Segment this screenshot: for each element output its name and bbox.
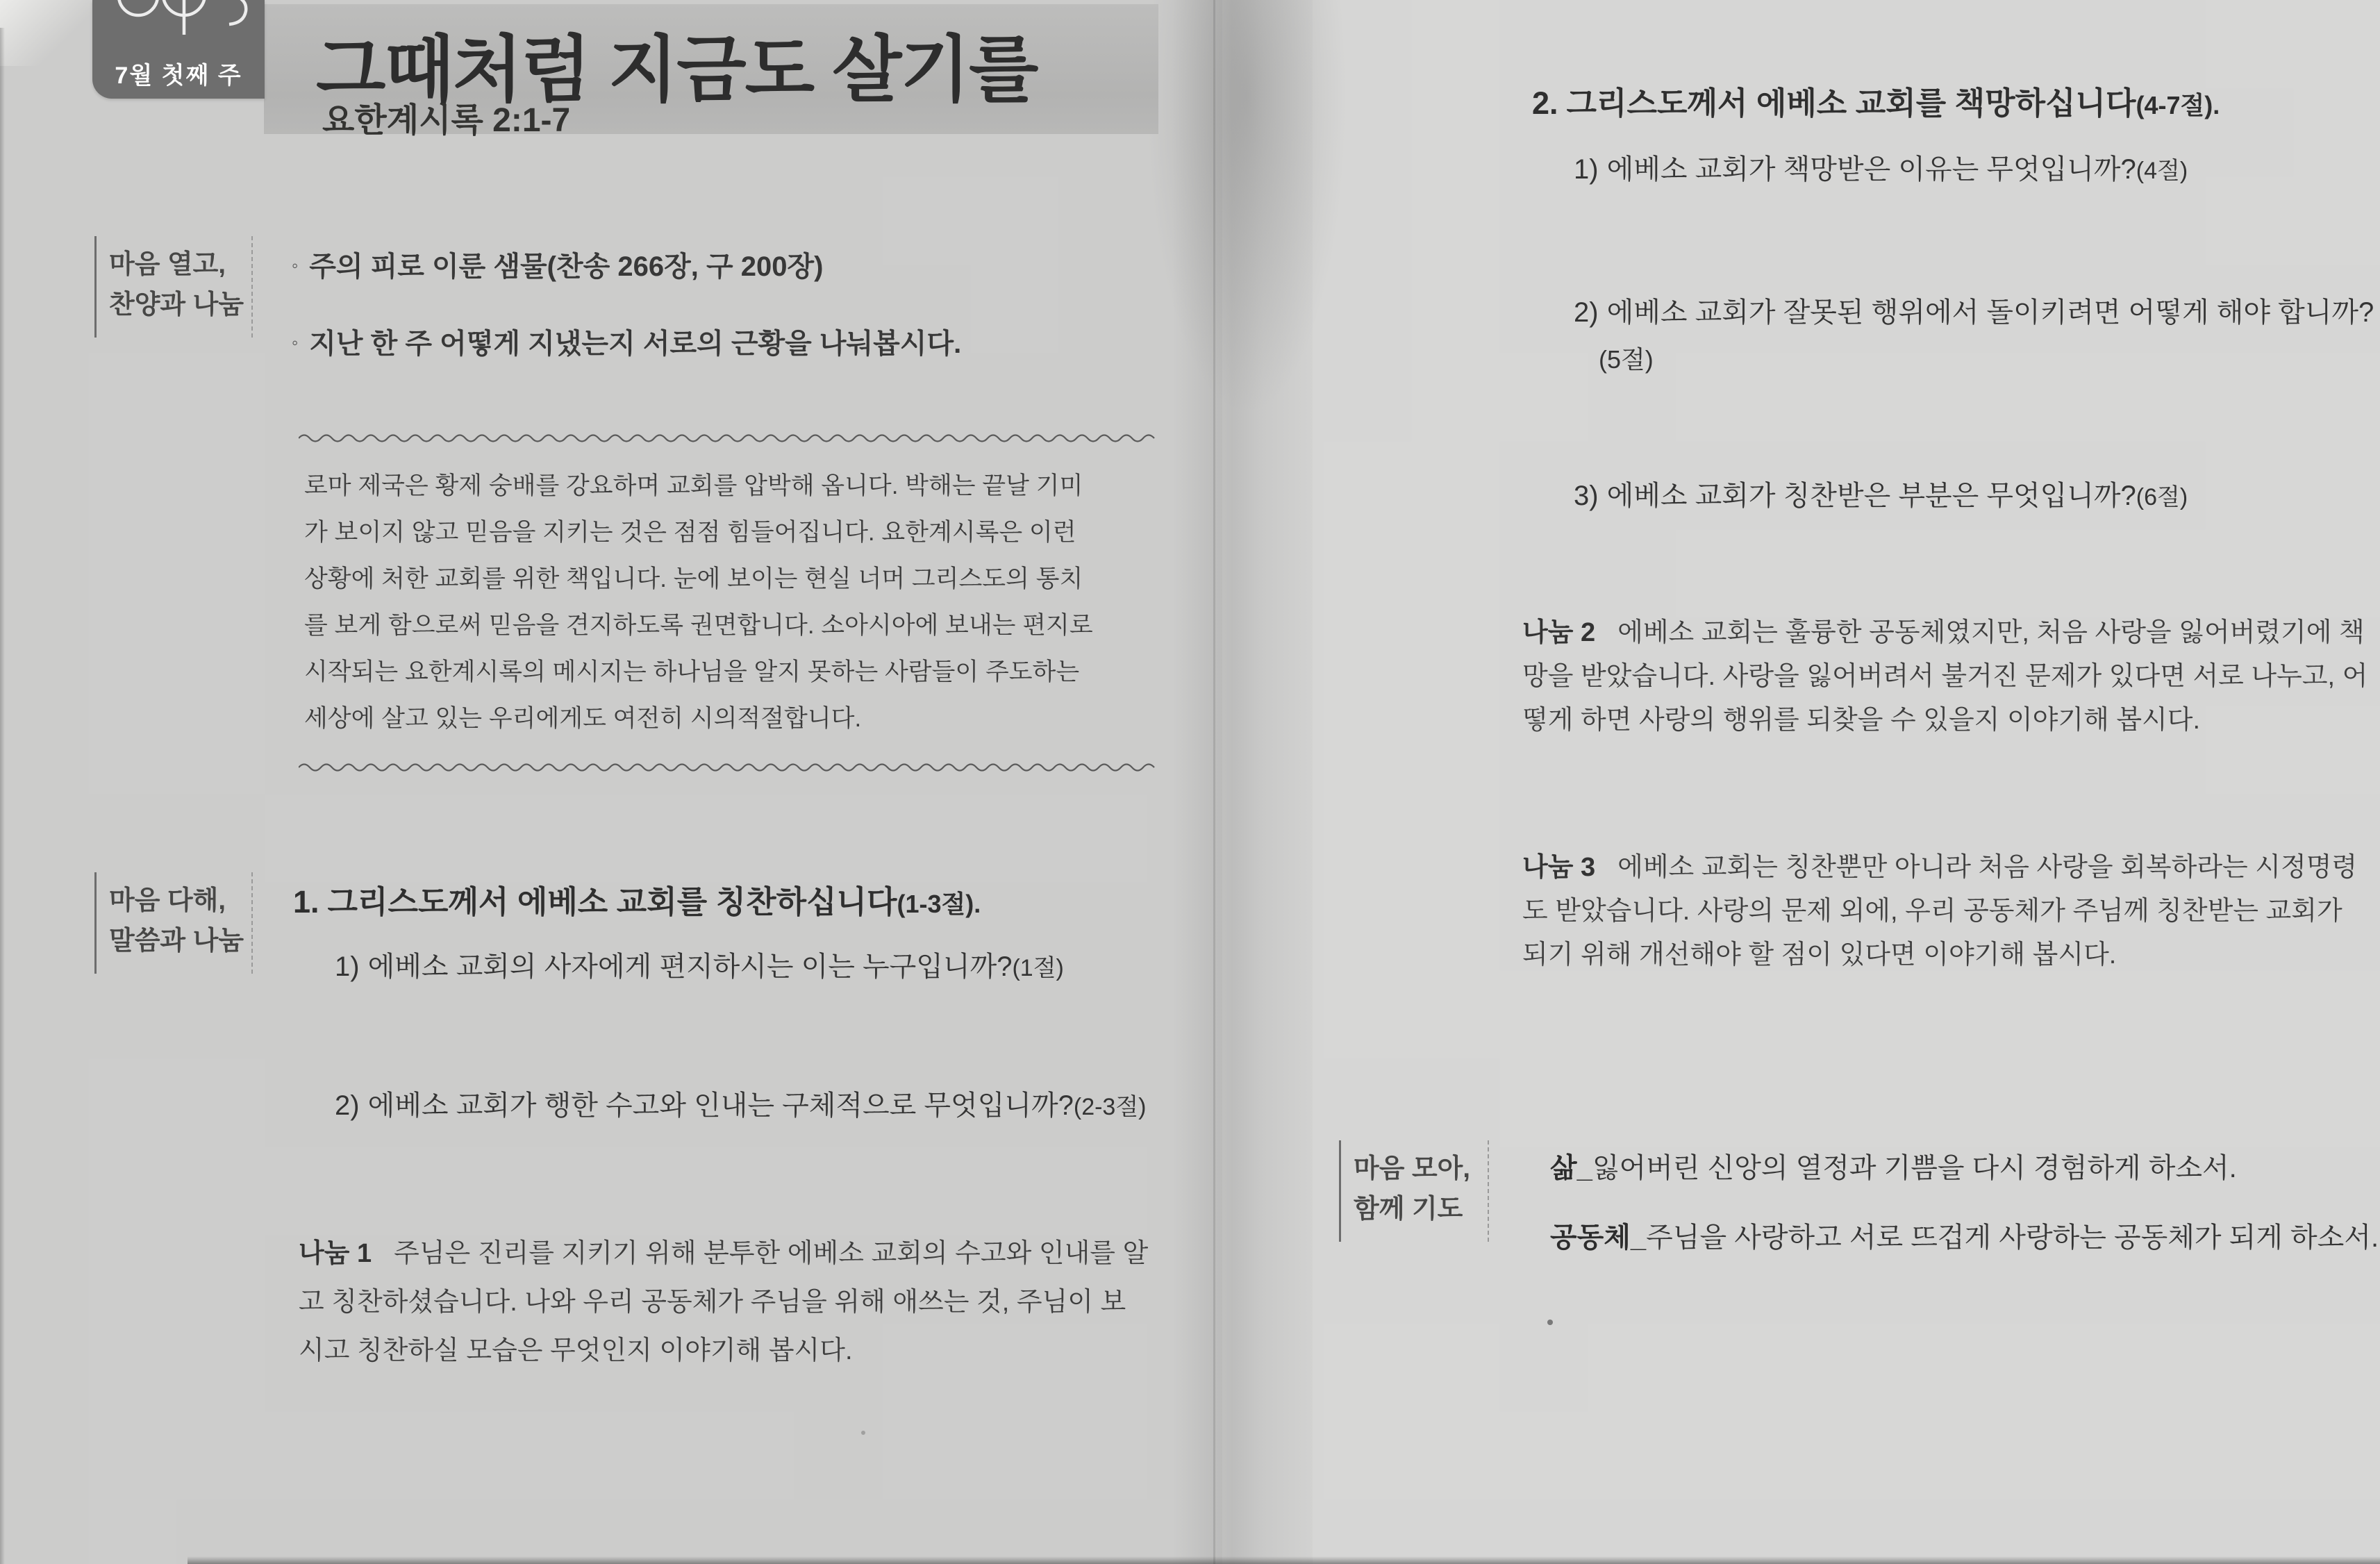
paper-left-edge [0, 28, 5, 1564]
bullet-icon: ◦ [292, 332, 299, 353]
prayer-life-label: 삶_ [1550, 1153, 1592, 1183]
share-note-label: 나눔 3 [1522, 853, 1596, 882]
part2-question-2 [1574, 290, 2374, 330]
question-verse-ref: (2-3절) [1073, 1094, 1147, 1120]
prayer-life-text: 잃어버린 신앙의 열정과 기쁨을 다시 경험하게 하소서. [1592, 1153, 2237, 1183]
share-note-text: 에베소 교회는 훌륭한 공동체였지만, 처음 사랑을 잃어버렸기에 책 [1617, 618, 2365, 647]
section-label-prayer [1339, 1140, 1489, 1242]
prayer-community-line [1550, 1215, 2379, 1255]
scripture-reference: 요한계시록 2:1-7 [322, 102, 571, 139]
opening-bullet-1-text: 주의 피로 이룬 샘물(찬송 266장, 구 200장) [309, 251, 824, 282]
scan-corner-highlight [0, 0, 104, 66]
question-number: 1) [1574, 154, 1599, 185]
right-page-shading [1313, 0, 2380, 1564]
section-label-word [94, 872, 253, 974]
part2-question-2-verse-ref: (5절) [1599, 345, 1654, 374]
prayer-life-line [1550, 1146, 2237, 1186]
share-note-line: 되기 위해 개선해야 할 점이 있다면 이야기해 봅시다. [1522, 940, 2117, 970]
question-number: 3) [1574, 481, 1599, 511]
opening-bullet-1 [292, 244, 823, 284]
gutter-crease-line [1213, 0, 1215, 1564]
share-note-line: 망을 받았습니다. 사랑을 잃어버려서 불거진 문제가 있다면 서로 나누고, 어 [1522, 662, 2368, 691]
wavy-divider-bottom [299, 761, 1156, 772]
intro-paragraph [304, 463, 1186, 742]
section-label-line: 함께 기도 [1354, 1195, 1463, 1224]
badge-logo-icon [112, 0, 251, 40]
share-note-line [299, 1229, 1148, 1278]
question-text: 에베소 교회가 칭찬받은 부분은 무엇입니까? [1606, 481, 2136, 511]
question-verse-ref: (1절) [1012, 955, 1064, 981]
question-number: 2) [335, 1090, 360, 1121]
section-label-line: 마음 모아, [1354, 1154, 1470, 1183]
ink-speck [861, 1431, 865, 1435]
ink-speck [1547, 1320, 1553, 1325]
share-note-text: 주님은 진리를 지키기 위해 분투한 에베소 교회의 수고와 인내를 알 [394, 1239, 1149, 1268]
section-label-opening [94, 236, 253, 338]
share-note-text: 에베소 교회는 칭찬뿐만 아니라 처음 사랑을 회복하라는 시정명령 [1617, 853, 2358, 882]
part1-question-1 [335, 945, 1064, 984]
question-text: 에베소 교회가 행한 수고와 인내는 구체적으로 무엇입니까? [367, 1090, 1074, 1121]
share-note-label: 나눔 1 [299, 1239, 372, 1268]
part1-question-2 [335, 1083, 1147, 1123]
question-verse-ref: (6절) [2136, 484, 2188, 510]
opening-bullet-2-text: 지난 한 주 어떻게 지냈는지 서로의 근황을 나눠봅시다. [309, 328, 962, 359]
question-verse-ref: (4절) [2136, 158, 2188, 184]
intro-line: 시작되는 요한계시록의 메시지는 하나님을 알지 못하는 사람들이 주도하는 [304, 658, 1080, 685]
part1-verse-ref: (1-3절). [897, 890, 981, 918]
part2-question-3 [1574, 474, 2188, 513]
share-note-line: 떻게 하면 사랑의 행위를 되찾을 수 있을지 이야기해 봅시다. [1522, 706, 2201, 735]
intro-line: 세상에 살고 있는 우리에게도 여전히 시의적절합니다. [304, 705, 862, 732]
bullet-icon: ◦ [292, 255, 299, 276]
prayer-community-label: 공동체_ [1550, 1222, 1647, 1253]
question-text: 에베소 교회의 사자에게 편지하시는 이는 누구입니까? [367, 951, 1013, 982]
part2-verse-ref: (4-7절). [2136, 91, 2220, 119]
intro-line: 로마 제국은 황제 숭배를 강요하며 교회를 압박해 옵니다. 박해는 끝날 기미 [304, 472, 1083, 499]
part1-heading [293, 876, 981, 922]
share-note-label: 나눔 2 [1522, 618, 1596, 647]
section-label-line: 말씀과 나눔 [109, 926, 244, 956]
intro-line: 를 보게 함으로써 믿음을 견지하도록 권면합니다. 소아시아에 보내는 편지로 [304, 612, 1093, 639]
part1-title: 그리스도께서 에베소 교회를 칭찬하십니다 [327, 884, 897, 920]
part2-title: 그리스도께서 에베소 교회를 책망하십니다 [1566, 85, 2136, 121]
share-note-line: 고 칭찬하셨습니다. 나와 우리 공동체가 주님을 위해 애쓰는 것, 주님이 보 [299, 1288, 1126, 1317]
share-note-1 [299, 1229, 1148, 1375]
share-note-line: 시고 칭찬하실 모습은 무엇인지 이야기해 봅시다. [299, 1336, 853, 1365]
section-label-line: 마음 열고, [109, 250, 226, 279]
badge-week-label: 7월 첫째 주 [115, 63, 242, 89]
part1-number: 1. [293, 884, 319, 920]
share-note-3 [1522, 846, 2357, 977]
paper-bottom-edge [188, 1556, 2380, 1564]
question-number: 1) [335, 951, 360, 982]
opening-bullet-2 [292, 322, 961, 361]
question-number: 2) [1574, 297, 1599, 328]
question-text: 에베소 교회가 잘못된 행위에서 돌이키려면 어떻게 해야 합니까? [1606, 297, 2374, 328]
question-text: 에베소 교회가 책망받은 이유는 무엇입니까? [1606, 154, 2136, 185]
intro-line: 상황에 처한 교회를 위한 책입니다. 눈에 보이는 현실 너머 그리스도의 통치 [304, 565, 1083, 592]
share-note-line [1522, 611, 2367, 655]
intro-line: 가 보이지 않고 믿음을 지키는 것은 점점 힘들어집니다. 요한계시록은 이런 [304, 519, 1076, 546]
section-label-line: 찬양과 나눔 [109, 290, 244, 319]
share-note-2 [1522, 611, 2367, 742]
share-note-line [1522, 846, 2357, 890]
part2-question-1 [1574, 147, 2188, 187]
prayer-community-text: 주님을 사랑하고 서로 뜨겁게 사랑하는 공동체가 되게 하소서. [1646, 1222, 2379, 1253]
part2-heading [1532, 78, 2220, 123]
share-note-line: 도 받았습니다. 사랑의 문제 외에, 우리 공동체가 주님께 칭찬받는 교회가 [1522, 897, 2342, 926]
part2-number: 2. [1532, 85, 1558, 121]
section-label-line: 마음 다해, [109, 886, 226, 915]
week-badge [92, 0, 265, 99]
page-title: 그때처럼 지금도 살기를 [316, 30, 1038, 110]
gutter-top-shadow [1146, 0, 1347, 417]
wavy-divider-top [299, 432, 1156, 443]
